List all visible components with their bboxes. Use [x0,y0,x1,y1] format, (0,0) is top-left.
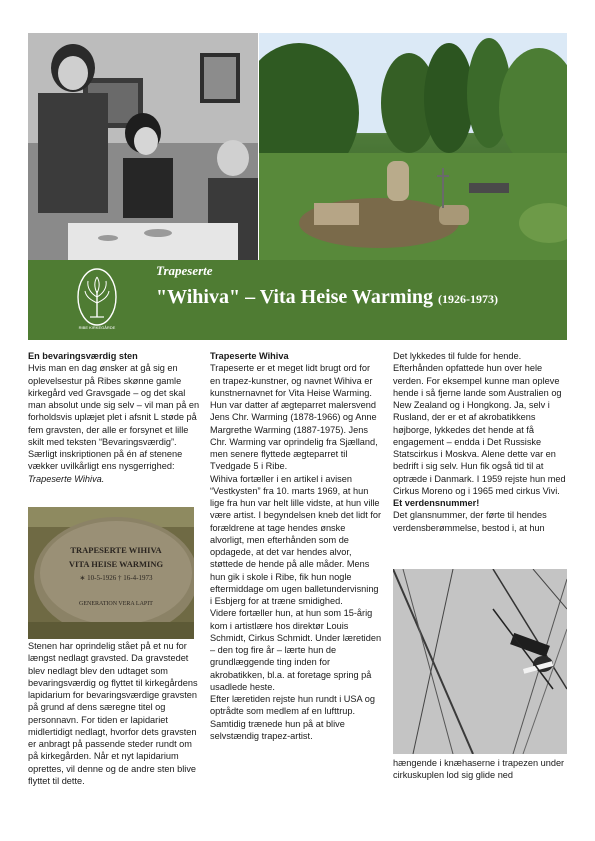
gravestone-photo [28,507,194,639]
title-banner [28,260,567,340]
column-1 [28,350,200,485]
stone-line-4: GENERATION VERA LAPIT [79,601,153,607]
paragraph-parents: Trapeserte er et meget lidt brugt ord for en trapez-kunstner, og navnet Wihiva er kunstnernavnet for Vita Heise Warming. Hun var datter af ægteparret malersvend Jens Chr. Warming (1878-1966) og Anne Margrethe Warming (1887-1975). Jens Chr. Warming var oprindelig fra Sjælland, men senere flyttede ægteparret til Tvedgade 5 i Ribe. [210,363,378,472]
paragraph-apprentice: Videre fortæller hun, at hun som 15-årig kom i artistlære hos direktør Louis Schmidt, Cirkus Schmidt. Under læretiden – den tog fire år – lærte hun de grundlæggende ting inden for akrobatikken, bl.a. at foretage spring på usadlede heste. [210,608,382,692]
column-3-continued [393,757,567,782]
paragraph-usa: Efter læretiden rejste hun rundt i USA og optrådte som medlem af en lufttrup. Samtidig trænede hun på at blive selvstændig trapez-artist. [210,694,375,741]
intro-text: Hvis man en dag ønsker at gå sig en oplevelsestur på Ribes skønne gamle kirkegård ved Gravsgade – og det skal man absolut unde sig selv – vil man på en forholdsvis uplæjet plet i afsnit L støde på fem gravsten, der alle er forsynet et lille skilt med teksten “Bevaringsværdig”. Særligt inskriptionen på én af stenene vækker uvilkårligt ens nysgerrighed: [28,363,200,472]
title-text: "Wihiva" – Vita Heise Warming [156,286,434,308]
family-photo-illustration [28,33,258,260]
paragraph-childhood: Wihiva fortæller i en artikel i avisen “Vestkysten” fra 10. marts 1969, at hun lige fra hun var helt lille vidste, at hun ville være artist. I begyndelsen kneb det lidt for forældrene at tage hendes ønske alvorligt, men efterhånden som de opdagede, at det var hendes alvor, støttede de hende på alle måder. Mens hun gik i skole i Ribe, fik hun nogle eftermiddage om ugen balletundervisning i Esbjerg for at træne smidighed. [210,473,382,606]
page-title [156,286,498,309]
column-2 [210,350,382,742]
stone-line-1: TRAPESERTE WIHIVA [70,545,162,555]
paragraph-glide: hængende i knæhaserne i trapezen under cirkuskuplen lod sig glide ned [393,758,565,781]
paragraph-stone: Stenen har oprindelig stået på et nu for længst nedlagt gravsted. Da gravstedet blev nedlagt blev den udtaget som bevaringsværdig og flyttet til kirkegårdens lapidarium for bevaringsværdige gravsten på grund af dens særegne titel og personnavn. For tiden er lapidariet midlertidigt nedlagt, hvorfor dets gravsten er anbragt på passende steder rundt om på kirkegården. Når et nyt lapidarium oprettes, vil denne og de andre sten blive flyttet til dette. [28,641,198,786]
title-years: (1926-1973) [438,292,499,306]
heading-bevaringsvaerdig: En bevaringsværdig sten [28,351,138,361]
graveyard-photo [259,33,567,260]
paragraph-glansnummer: Det glansnummer, der førte til hendes verdensberømmelse, bestod i, at hun [393,510,547,533]
gravestone-illustration [28,507,194,639]
paragraph-intro [28,362,200,485]
graveyard-photo-illustration [259,33,567,260]
column-3 [393,350,567,534]
cemetery-logo-icon [76,267,118,331]
heading-trapeserte: Trapeserte Wihiva [210,351,289,361]
stone-line-3: ∗ 10-5-1926 † 16-4-1973 [79,574,153,582]
logo-text: RIBE KIRKEGÅRDE [78,325,116,330]
stone-line-2: VITA HEISE WARMING [68,559,164,569]
column-1-continued [28,640,200,787]
trapeze-illustration [393,569,567,754]
intro-italic: Trapeserte Wihiva. [28,473,105,484]
section-kicker: Trapeserte [156,263,213,278]
paragraph-success: Det lykkedes til fulde for hende. Efterhånden opfattede hun over hele verden. For eksempel kunne man opleve hende i så fjerne lande som Australien og New Zealand og i Hongkong. Ja, selv i Rusland, der er et af akrobatikkens højborge, lykkedes det hende at få engagement – endda i Det Russiske Statscirkus i Moskva. Alene dette var en bedrift i sig selv. Hun fik også tid til at optræde i Danmark. I 1959 rejste hun med Cirkus Moreno og i 1965 med cirkus Vivi. [393,351,566,496]
trapeze-photo [393,569,567,754]
family-photo [28,33,258,260]
heading-verdensnummer: Et verdensnummer! [393,498,480,508]
